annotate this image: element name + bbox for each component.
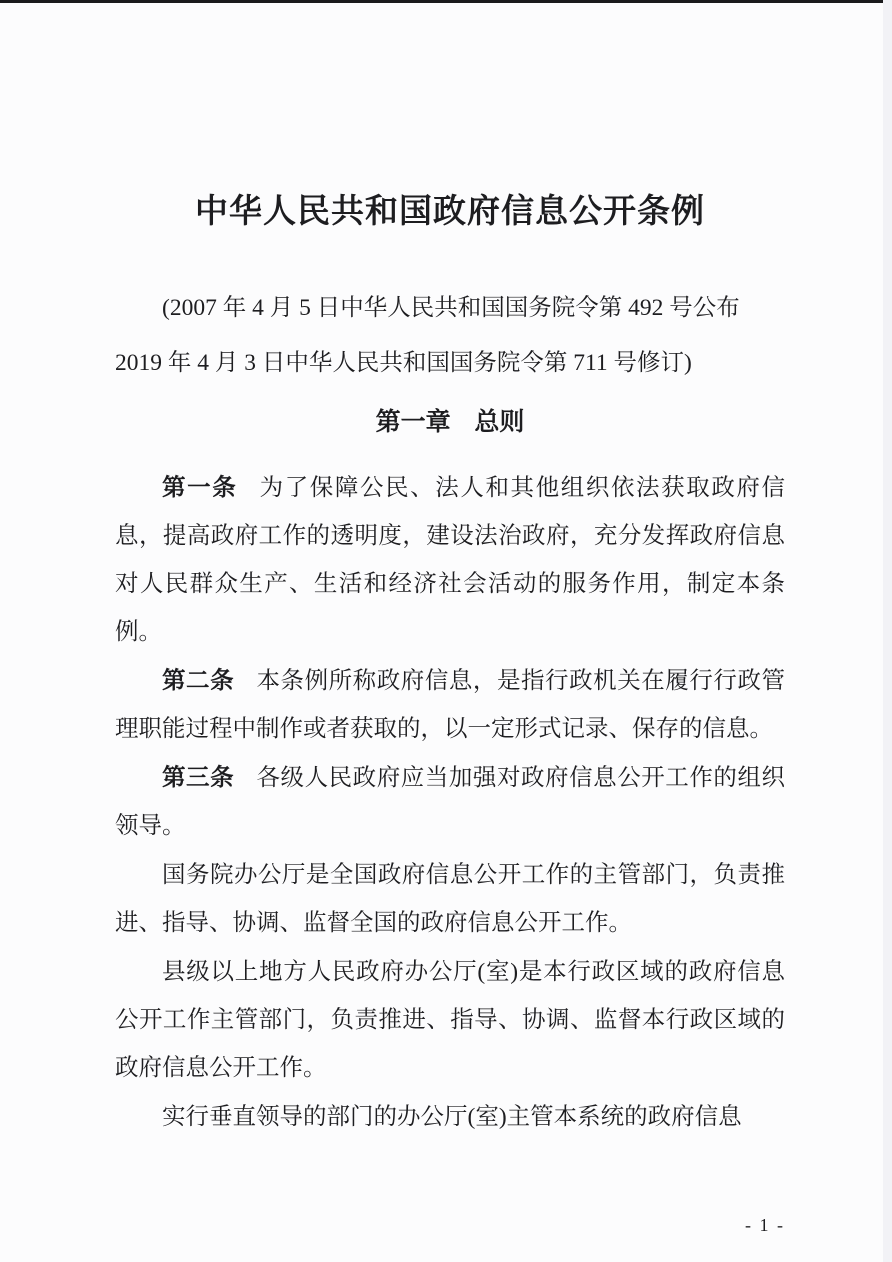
page-number: - 1 - <box>745 1215 785 1235</box>
chapter-heading <box>115 403 785 441</box>
article-2-text: 本条例所称政府信息，是指行政机关在履行行政管理职能过程中制作或者获取的，以一定形式记录、保存的信息。 <box>115 668 786 742</box>
paragraph-4-text: 国务院办公厅是全国政府信息公开工作的主管部门，负责推进、指导、协调、监督全国的政府信息公开工作。 <box>115 862 785 936</box>
document-title: 中华人民共和国政府信息公开条例 <box>195 194 705 230</box>
paragraph-4 <box>115 850 785 947</box>
article-1-lead: 第一条 <box>162 474 238 500</box>
paragraph-article-2 <box>115 656 785 753</box>
document-body <box>115 463 785 1141</box>
paragraph-5 <box>115 947 785 1092</box>
chapter-name: 总则 <box>474 408 525 436</box>
paragraph-5-text: 县级以上地方人民政府办公厅(室)是本行政区域的政府信息公开工作主管部门，负责推进、指导、协调、监督本行政区域的政府信息公开工作。 <box>115 959 785 1081</box>
paragraph-6-text: 实行垂直领导的部门的办公厅(室)主管本系统的政府信息 <box>162 1104 742 1130</box>
paragraph-article-3 <box>115 753 785 850</box>
article-1-text: 为了保障公民、法人和其他组织依法获取政府信息，提高政府工作的透明度，建设法治政府，充分发挥政府信息对人民群众生产、生活和经济社会活动的服务作用，制定本条例。 <box>115 475 786 645</box>
paragraph-6 <box>115 1092 785 1141</box>
publication-note <box>115 281 785 391</box>
article-3-lead: 第三条 <box>162 764 235 790</box>
article-2-lead: 第二条 <box>162 667 235 693</box>
paragraph-article-1 <box>115 463 785 656</box>
publication-note-line-2: 2019 年 4 月 3 日中华人民共和国国务院令第 711 号修订) <box>115 350 692 376</box>
chapter-number: 第一章 <box>375 408 451 436</box>
publication-note-line-1: (2007 年 4 月 5 日中华人民共和国国务院令第 492 号公布 <box>162 295 740 321</box>
article-3-text: 各级人民政府应当加强对政府信息公开工作的组织领导。 <box>115 765 786 839</box>
